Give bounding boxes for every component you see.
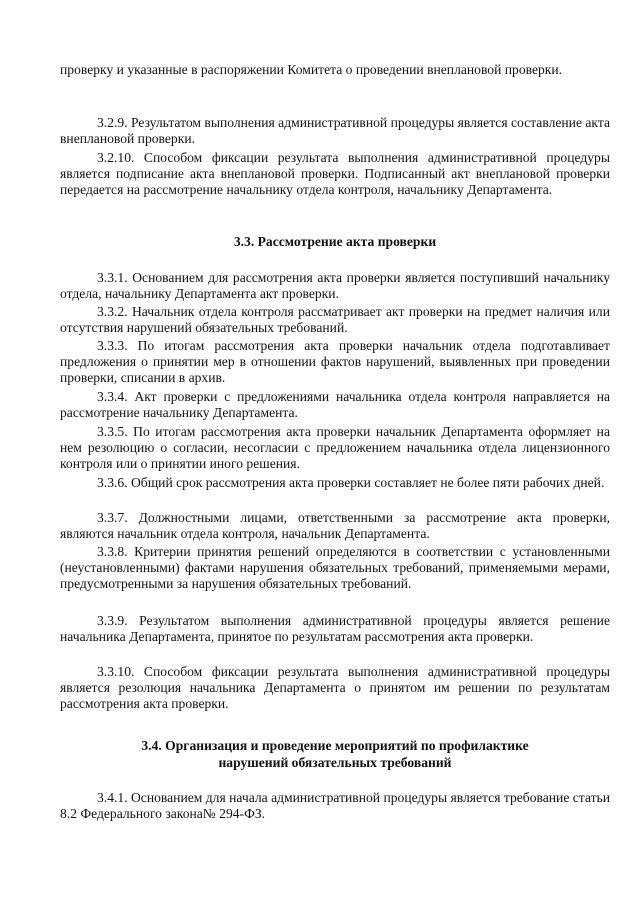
paragraph: 3.3.5. По итогам рассмотрения акта проверки начальник Департамента оформляет на нем резолюцию о согласии, несогласии с предложением начальника отдела лицензионного контроля или о принятии иного решения. <box>60 424 610 472</box>
paragraph: 3.3.7. Должностными лицами, ответственными за рассмотрение акта проверки, являются начальник отдела контроля, начальник Департамента. <box>60 510 610 542</box>
paragraph: 3.3.10. Способом фиксации результата выполнения административной процедуры является резолюция начальника Департамента о принятом им решении по результатам рассмотрения акта проверки. <box>60 664 610 712</box>
paragraph: 3.2.9. Результатом выполнения административной процедуры является составление акта внеплановой проверки. <box>60 115 610 147</box>
paragraph: 3.3.2. Начальник отдела контроля рассматривает акт проверки на предмет наличия или отсутствия нарушений обязательных требований. <box>60 304 610 336</box>
paragraph: 3.3.4. Акт проверки с предложениями начальника отдела контроля направляется на рассмотрение начальнику Департамента. <box>60 389 610 421</box>
paragraph: 3.4.1. Основанием для начала административной процедуры является требование статьи 8.2 Федерального закона№ 294-ФЗ. <box>60 790 610 822</box>
paragraph: 3.3.3. По итогам рассмотрения акта проверки начальник отдела подготавливает предложения о принятии мер в отношении фактов нарушений, выявленных при проведении проверки, списании в архив. <box>60 338 610 386</box>
paragraph: 3.3.1. Основанием для рассмотрения акта проверки является поступивший начальнику отдела, начальнику Департамента акт проверки. <box>60 270 610 302</box>
section-heading: 3.3. Рассмотрение акта проверки <box>233 234 437 249</box>
paragraph: проверку и указанные в распоряжении Комитета о проведении внеплановой проверки. <box>60 62 563 77</box>
paragraph: 3.3.8. Критерии принятия решений определяются в соответствии с установленными (неустановленными) фактами нарушения обязательных требований, применяемыми мерами, предусмотренными за нарушения обязательных требований. <box>60 544 610 592</box>
paragraph: 3.3.6. Общий срок рассмотрения акта проверки составляет не более пяти рабочих дней. <box>97 475 605 490</box>
paragraph: 3.3.9. Результатом выполнения административной процедуры является решение начальника Департамента, принятое по результатам рассмотрения акта проверки. <box>60 613 610 645</box>
paragraph: 3.2.10. Способом фиксации результата выполнения административной процедуры является подписание акта внеплановой проверки. Подписанный акт внеплановой проверки передается на рассмотрение начальнику отдела контроля, начальнику Департамента. <box>60 150 610 198</box>
section-heading: 3.4. Организация и проведение мероприятий по профилактике <box>141 738 529 753</box>
section-heading: нарушений обязательных требований <box>218 755 452 770</box>
